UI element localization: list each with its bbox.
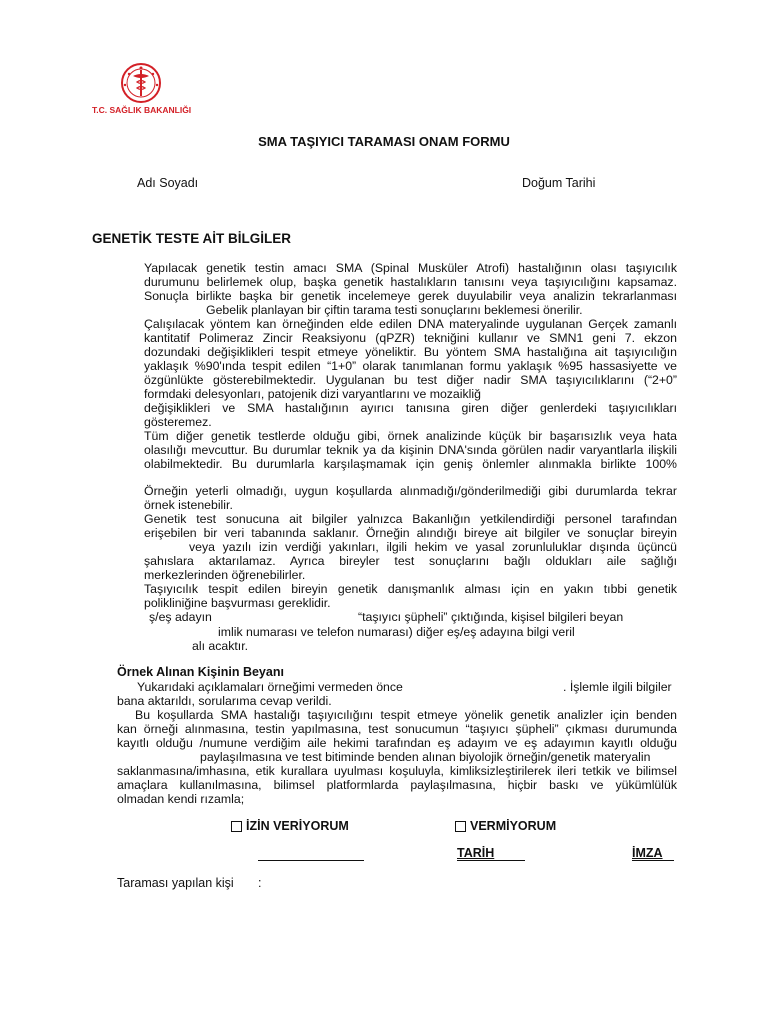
declaration-line: Yukarıdaki açıklamaları örneğimi vermeden önce [137,680,403,694]
info-fragment: ş/eş adayın [149,610,212,624]
info-line: Sonuçla birlikte başka bir genetik incelemeye gerek duyulabilir veya analizin tekrarlanması [144,289,677,303]
signature-label: İMZA [632,846,663,860]
declaration-text [117,694,677,806]
info-line: örnek istenebilir. [144,498,233,512]
ministry-emblem-icon [119,62,163,104]
declaration-line: . İşlemle ilgili bilgiler [563,680,672,694]
birth-date-label: Doğum Tarihi [522,176,596,190]
declaration-line: Bu koşullarda SMA hastalığı taşıyıcılığını tespit etmeye yönelik genetik analizler için benden [135,708,677,722]
declaration-line: amaçlara kullanılmasına, bilimsel platformlarda paylaşılmasına, hiçbir baskı ve yükümlülük [117,778,677,792]
info-line: şahıslara aktarılamaz. Ayrıca bireyler test sonuçlarını bağlı oldukları aile sağlığı [144,554,677,568]
signature-line[interactable] [632,860,674,861]
info-line: kantitatif Polimeraz Zincir Reaksiyonu (qPZR) tekniğini kullanır ve SMN1 geni 7. ekzon [144,331,677,345]
declaration-line: kayıtlı olduğu /numune verdiğim aile hekimi tarafından eş adayım ve eş adayımın kayıtlı olduğu [117,736,677,750]
deny-label: VERMİYORUM [470,819,557,833]
date-label: TARİH [457,846,495,860]
info-line: merkezlerinden öğrenebilirler. [144,568,306,582]
screened-person-colon: : [258,876,262,890]
info-line: Tüm diğer genetik testlerde olduğu gibi, örnek analizinde küçük bir başarısızlık veya hata [144,429,677,443]
info-line: dozundaki değişiklikleri tespit etmeye yöneliktir. Bu yöntem SMA hastalığına ait taşıyıcılığın [144,345,677,359]
info-line: değişiklikleri ve SMA hastalığının ayırıcı tanısına giren diğer genlerdeki taşıyıcılıkları [144,401,677,415]
deny-checkbox[interactable] [455,821,466,832]
info-line: olabilmektedir. Bu durumlarla karşılaşmamak için geniş önlemler alınmakla birlikte 100% [144,457,677,471]
info-line: Çalışılacak yöntem kan örneğinden elde edilen DNA materyalinde uygulanan Gerçek zamanlı [144,317,677,331]
info-line: yaklaşık %90'ında tespit edilen “1+0” olarak tanımlanan formu yaklaşık %95 hassasiyette ve [144,359,677,373]
info-line: polikliniğine başvurması gereklidir. [144,596,331,610]
form-title: SMA TAŞIYICI TARAMASI ONAM FORMU [258,134,510,149]
genetic-test-info [144,261,677,471]
info-line: Taşıyıcılık tespit edilen bireyin genetik danışmanlık alması için en yakın tıbbi genetik [144,582,677,596]
info-line: gösteremez. [144,415,212,429]
declaration-line: kan örneği alınmasına, testin yapılmasına, test sonucumun “taşıyıcı şüpheli” çıkması durumunda [117,722,677,736]
info-line: Örneğin yeterli olmadığı, uygun koşullarda alınmadığı/gönderilmediği gibi durumlarda tekrar [144,484,677,498]
name-signature-line[interactable] [258,860,364,861]
declaration-heading: Örnek Alınan Kişinin Beyanı [117,665,284,679]
info-line: özgünlükte gösterebilmektedir. Uygulanan bu test diğer nadir SMA taşıyıcılıklarını (“2+0” [144,373,677,387]
consent-deny-option[interactable] [455,819,556,833]
section-heading: GENETİK TESTE AİT BİLGİLER [92,231,292,246]
info-fragment: “taşıyıcı şüpheli” çıktığında, kişisel bilgileri beyan [358,610,624,624]
declaration-line: olmadan kendi rızamla; [117,792,245,806]
info-fragment: imlik numarası ve telefon numarası) diğer eş/eş adayına bilgi veril [218,625,575,639]
info-line: veya yazılı izin verdiği yakınları, ilgili hekim ve yasal zorunluluklar dışında üçüncü [189,540,677,554]
consent-allow-option[interactable] [231,819,349,833]
declaration-line: saklanmasına/imhasına, etik kurallara uyulması koşuluyla, kimliksizleştirilerek ileri tetkik ve bilimsel [117,764,677,778]
screened-person-label: Taraması yapılan kişi [117,876,234,890]
info-line: Yapılacak genetik testin amacı SMA (Spinal Musküler Atrofi) hastalığının olası taşıyıcılık [144,261,677,275]
info-fragment: alı acaktır. [192,639,249,653]
info-line: Gebelik planlayan bir çiftin tarama testi sonuçlarını beklemesi önerilir. [206,303,583,317]
info-line: formdaki delesyonları, patojenik dizi varyantlarını ve mozaikliğ [144,387,481,401]
info-line: erişebilen bir veri tabanında saklanır. Örneğin alındığı bireye ait bilgiler ve sonuçlar bireyin [144,526,677,540]
info-line: durumunu belirlemek olup, başka genetik hastalıkların tanısını veya taşıyıcılığını kapsamaz. [144,275,677,289]
info-line: Genetik test sonucuna ait bilgiler yalnızca Bakanlığın yetkilendirdiği personel tarafından [144,512,677,526]
info-line: olasılığı mevcuttur. Bu durumlar teknik ya da kişinin DNA'sında görülen nadir varyantlarla ilişkili [144,443,677,457]
genetic-test-info-2 [144,484,677,610]
name-label: Adı Soyadı [137,176,199,190]
declaration-line: paylaşılmasına ve test bitiminde benden alınan biyolojik örneğin/genetik materyalin [200,750,651,764]
date-line[interactable] [457,860,525,861]
allow-label: İZİN VERİYORUM [246,819,349,833]
declaration-line: bana aktarıldı, sorularıma cevap verildi. [117,694,332,708]
allow-checkbox[interactable] [231,821,242,832]
ministry-name: T.C. SAĞLIK BAKANLIĞI [92,105,192,115]
